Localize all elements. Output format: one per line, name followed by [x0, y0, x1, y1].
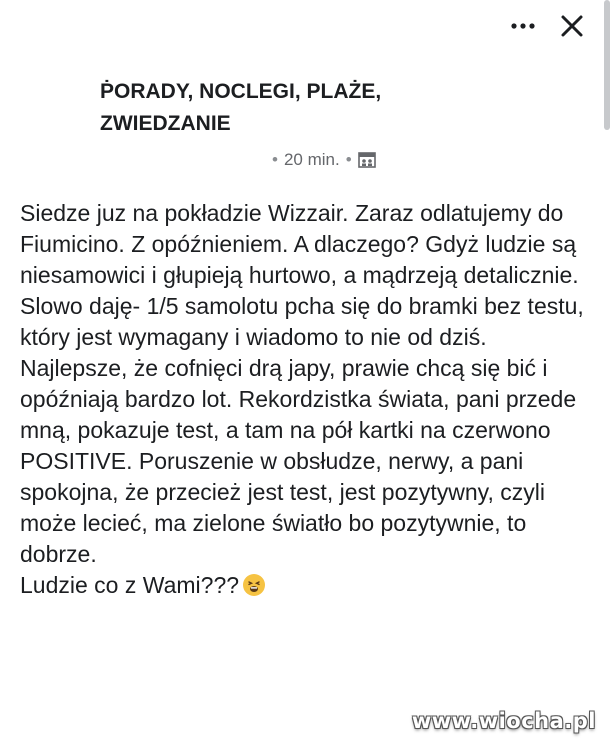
- close-icon[interactable]: [556, 10, 588, 42]
- post-actions: [508, 10, 588, 42]
- tired-face-emoji-icon: [243, 574, 265, 596]
- more-horizontal-icon[interactable]: [508, 11, 538, 41]
- separator-dot: •: [345, 150, 352, 169]
- scrollbar[interactable]: [604, 0, 610, 130]
- group-audience-icon[interactable]: [358, 152, 376, 168]
- post-body: Siedze juz na pokładzie Wizzair. Zaraz odlatujemy do Fiumicino. Z opóźnieniem. A dlaczego? Gdyż ludzie są niesamowici i głupieją hurtowo, a mądrzeją detalicznie. Slowo daję- 1/5 samolotu pcha się do bramki bez testu, który jest wymagany i wiadomo to nie od dziś. Najlepsze, że cofnięci drą japy, prawie chcą się bić i opóźniają bardzo lot. Rekordzistka świata, pani przede mną, pokazuje test, a tam na pół kartki na czerwono POSITIVE. Poruszenie w obsłudze, nerwy, a pani spokojna, że przecież jest test, jest pozytywny, czyli może lecieć, ma zielone światło bo pozytywnie, to dobrze.: [20, 200, 584, 567]
- separator-dot: •: [272, 150, 278, 169]
- post-last-line: Ludzie co z Wami???: [20, 572, 240, 598]
- post-text: [20, 198, 595, 601]
- watermark: www.wiocha.pl: [411, 709, 596, 733]
- post-timestamp[interactable]: 20 min.: [283, 150, 340, 169]
- post-meta: [272, 150, 376, 170]
- group-name-link[interactable]: ṖORADY, NOCLEGI, PLAŻE, ZWIEDZANIE: [100, 80, 382, 135]
